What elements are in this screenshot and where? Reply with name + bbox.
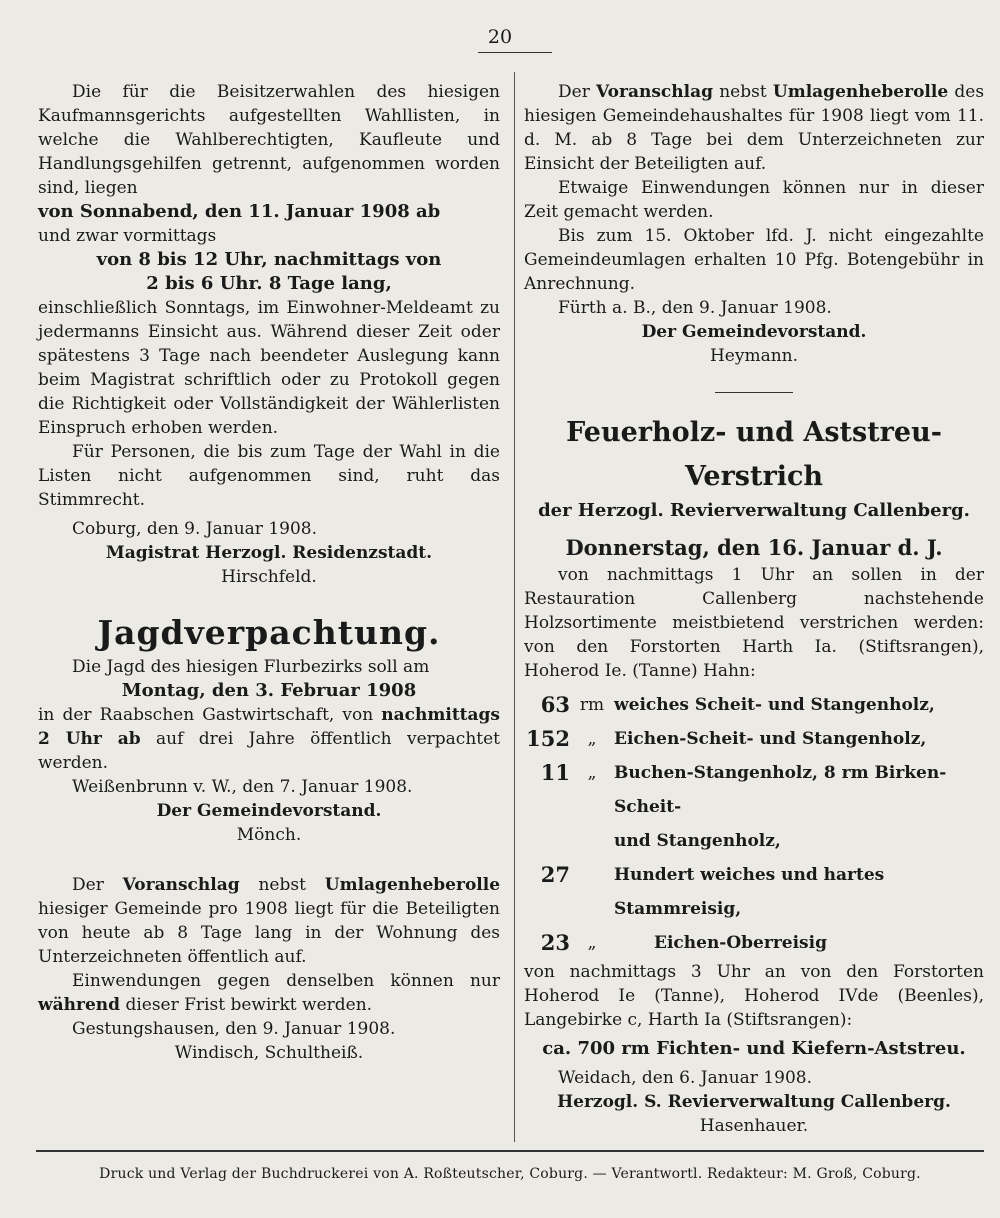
left-column [38, 80, 500, 1065]
voranschlag-left-body: Der Voranschlag nebst Umlagenheberolle hiesiger Gemeinde pro 1908 liegt für die Beteiligten von heute ab 8 Tage lang in der Wohnung des Unterzeichneten öffentlich auf. [38, 875, 501, 967]
wahllisten-signer-org: Magistrat Herzogl. Residenzstadt. [105, 543, 433, 563]
voranschlag-right-signer-org: Der Gemeindevorstand. [641, 322, 867, 342]
wahllisten-time-2: 2 bis 6 Uhr. 8 Tage lang, [146, 273, 392, 294]
voranschlag-right-umlagen: Bis zum 15. Oktober lfd. J. nicht eingezahlte Gemeindeumlagen erhalten 10 Pfg. Botengebühr in Anrechnung. [524, 226, 984, 294]
holz-heading: Feuerholz- und Aststreu-Verstrich [566, 417, 942, 492]
notice-voranschlag-left [38, 873, 500, 1065]
notice-wahllisten [38, 80, 500, 589]
holz-afternoon: von nachmittags 3 Uhr an von den Forstorten Hoherod Ie (Tanne), Hoherod IVde (Beenles), Langebirke c, Harth Ia (Stiftsrangen): [524, 962, 984, 1030]
jagd-date: Montag, den 3. Februar 1908 [121, 680, 417, 701]
wahllisten-intro: Die für die Beisitzerwahlen des hiesigen Kaufmannsgerichts aufgestellten Wahllisten, in welche die Wahlberechtigten, Kaufleute und Handlungsgehilfen getrennt, aufgenommen worden sind, liegen [38, 82, 500, 198]
wahllisten-date: von Sonnabend, den 11. Januar 1908 ab [38, 201, 441, 222]
voranschlag-left-place-date: Gestungshausen, den 9. Januar 1908. [72, 1019, 396, 1039]
jagd-intro: Die Jagd des hiesigen Flurbezirks soll am [72, 657, 430, 677]
wahllisten-time-1: von 8 bis 12 Uhr, nachmittags von [96, 249, 442, 270]
holz-item: 27 Hundert weiches und hartes Stammreisig, [540, 862, 885, 919]
notice-voranschlag-right [524, 80, 984, 368]
jagd-signer-name: Mönch. [236, 825, 302, 845]
holz-items [524, 688, 984, 960]
voranschlag-left-signer: Windisch, Schultheiß. [174, 1043, 364, 1063]
holz-subheading: der Herzogl. Revierverwaltung Callenberg. [538, 500, 970, 521]
holz-item: 23 „ Eichen-Oberreisig [540, 930, 827, 955]
holz-intro: von nachmittags 1 Uhr an sollen in der Restauration Callenberg nachstehende Holzsortimente meistbietend verstrichen werden: von den Forstorten Harth Ia. (Stiftsrangen), Hoherod Ie. (Tanne) Hahn: [524, 565, 984, 681]
section-rule [715, 392, 793, 393]
page-number: 20 [487, 26, 513, 48]
wahllisten-signer-name: Hirschfeld. [221, 567, 317, 587]
right-column [524, 80, 984, 1138]
notice-jagd [38, 611, 500, 847]
voranschlag-right-signer-name: Heymann. [709, 346, 799, 366]
notice-holz [524, 411, 984, 1138]
holz-item: 63 rm weiches Scheit- und Stangenholz, [540, 692, 935, 717]
holz-item: und Stangenholz, [614, 831, 781, 851]
voranschlag-right-body: Der Voranschlag nebst Umlagenheberolle des hiesigen Gemeindehaushaltes für 1908 liegt vom 11. d. M. ab 8 Tage bei dem Unterzeichneten zur Einsicht der Beteiligten auf. [524, 82, 985, 174]
holz-item: 11 „ Buchen-Stangenholz, 8 rm Birken-Scheit- [540, 760, 947, 817]
column-divider [514, 72, 515, 1142]
voranschlag-left-einwendungen: Einwendungen gegen denselben können nur während dieser Frist bewirkt werden. [38, 971, 500, 1015]
footer-rule [36, 1150, 984, 1152]
wahllisten-place-date: Coburg, den 9. Januar 1908. [72, 519, 317, 539]
imprint-footer: Druck und Verlag der Buchdruckerei von A. Roßteutscher, Coburg. — Verantwortl. Redakteur: M. Groß, Coburg. [99, 1166, 921, 1182]
holz-place-date: Weidach, den 6. Januar 1908. [558, 1068, 812, 1088]
holz-item: 152 „ Eichen-Scheit- und Stangenholz, [526, 726, 927, 751]
holz-date: Donnerstag, den 16. Januar d. J. [565, 535, 943, 560]
holz-signer-name: Hasenhauer. [699, 1116, 809, 1136]
wahllisten-zwar: und zwar vormittags [38, 226, 217, 246]
header-rule [478, 52, 552, 53]
jagd-body: in der Raabschen Gastwirtschaft, von nachmittags 2 Uhr ab auf drei Jahre öffentlich verpachtet werden. [38, 705, 501, 773]
voranschlag-right-einwendungen: Etwaige Einwendungen können nur in dieser Zeit gemacht werden. [524, 178, 984, 222]
jagd-signer-org: Der Gemeindevorstand. [156, 801, 382, 821]
wahllisten-stimmrecht: Für Personen, die bis zum Tage der Wahl in die Listen nicht aufgenommen sind, ruht das Stimmrecht. [38, 442, 500, 510]
jagd-heading: Jagdverpachtung. [97, 613, 441, 652]
holz-aststreu: ca. 700 rm Fichten- und Kiefern-Aststreu. [542, 1038, 966, 1059]
jagd-place-date: Weißenbrunn v. W., den 7. Januar 1908. [72, 777, 413, 797]
wahllisten-body: einschließlich Sonntags, im Einwohner-Meldeamt zu jedermanns Einsicht aus. Während dieser Zeit oder spätestens 3 Tage nach beendeter Auslegung kann beim Magistrat schriftlich oder zu Protokoll gegen die Richtigkeit oder Vollständigkeit der Wählerlisten Einspruch erhoben werden. [38, 298, 500, 438]
voranschlag-right-place-date: Fürth a. B., den 9. Januar 1908. [558, 298, 832, 318]
holz-signer-org: Herzogl. S. Revierverwaltung Callenberg. [557, 1092, 951, 1112]
